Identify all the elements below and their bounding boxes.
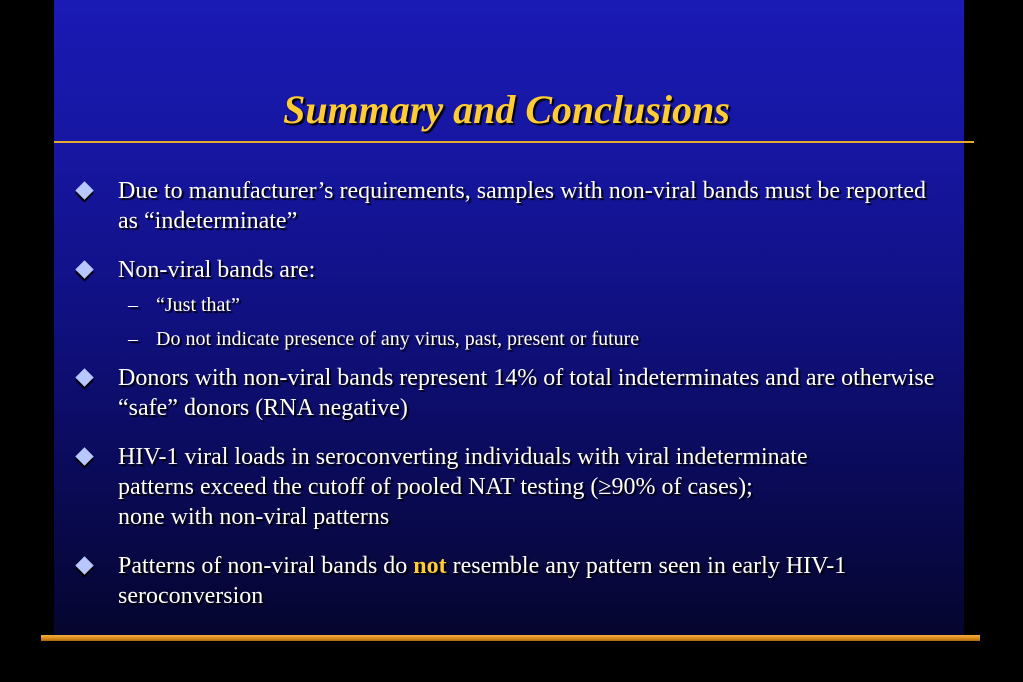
dash-bullet-icon: –: [128, 294, 138, 316]
bullet-text-line: patterns exceed the cutoff of pooled NAT testing (≥90% of cases);: [118, 474, 753, 500]
bullet-text-line: HIV-1 viral loads in seroconverting individuals with viral indeterminate: [118, 444, 808, 470]
sub-bullet-text: Do not indicate presence of any virus, past, present or future: [156, 328, 640, 350]
bullet-text: Due to manufacturer’s requirements, samples with non-viral bands must be reported as “indeterminate”: [118, 178, 926, 234]
bullet-text-before: Patterns of non-viral bands do: [118, 553, 414, 579]
diamond-bullet-icon: [75, 260, 93, 278]
diamond-bullet-icon: [75, 556, 93, 574]
sub-bullet-text: “Just that”: [156, 294, 240, 316]
diamond-bullet-icon: [75, 368, 93, 386]
bullet-item: [74, 176, 944, 236]
bullet-text-line: none with non-viral patterns: [118, 504, 390, 530]
diamond-bullet-icon: [75, 181, 93, 199]
sub-bullet-item: [118, 291, 944, 319]
sub-bullet-item: [118, 325, 944, 353]
diamond-bullet-icon: [75, 447, 93, 465]
bullet-list: [74, 176, 944, 630]
title-divider: [54, 141, 974, 143]
bullet-text-after: resemble any pattern seen in early HIV-1 seroconversion: [118, 553, 847, 609]
bullet-item: [74, 551, 944, 611]
bullet-text: Non-viral bands are:: [118, 257, 316, 283]
dash-bullet-icon: –: [128, 328, 138, 350]
bullet-text: Donors with non-viral bands represent 14% of total indeterminates and are otherwise “safe” donors (RNA negative): [118, 365, 935, 421]
bullet-item: [74, 255, 944, 353]
slide-title: Summary and Conclusions: [283, 87, 730, 132]
bullet-item: [74, 442, 944, 532]
bullet-item: [74, 363, 944, 423]
sub-bullet-list: [118, 291, 944, 353]
bottom-divider: [41, 635, 980, 641]
emphasis-text: not: [413, 553, 447, 579]
